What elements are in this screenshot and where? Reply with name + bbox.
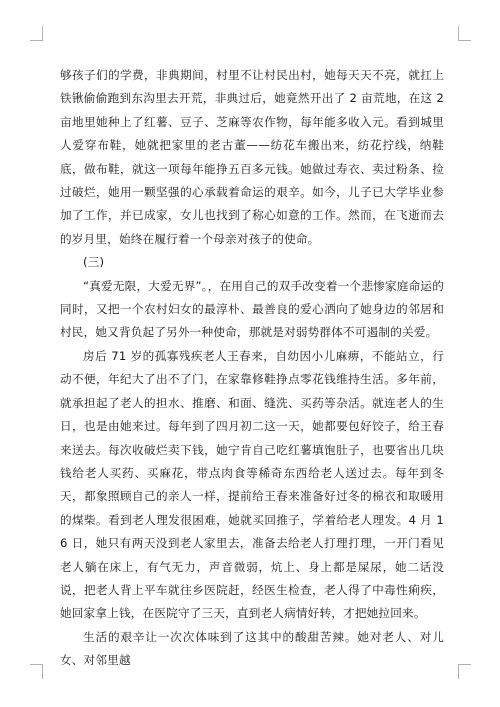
section-heading-three: (三) bbox=[83, 255, 105, 270]
paragraph-continued: 够孩子们的学费，非典期间，村里不让村民出村，她每天天不亮，就扛上铁锹偷偷跑到东沟里去开荒，非典过后，她竟然开出了 2 亩荒地，在这 2 亩地里她种上了红薯、豆子、芝麻等农作物，每年能多收入元。看到城里人爱穿布鞋，她就把家里的老古董——纺花车搬出来，纺花拧线，纳鞋底，做布鞋，就这一项每年能挣五百多元钱。她做过寿衣、卖过粉条、捡过破烂，她用一颗坚强的心承载着命运的艰辛。如今，儿子已大学毕业参加了工作，并已成家，女儿也找到了称心如意的工作。然而，在飞逝而去的岁月里，始终在履行着一个母亲对孩子的使命。 bbox=[60, 68, 444, 246]
document-body bbox=[60, 64, 444, 673]
crop-mark-bottom-right bbox=[458, 664, 471, 679]
paragraph-love-quote: “真爱无限，大爱无界”。，在用自己的双手改变着一个悲惨家庭命运的同时，又把一个农村妇女的最淳朴、最善良的爱心洒向了她身边的邻居和村民，她又背负起了另外一种使命，那就是对弱势群体不可遏制的关爱。 bbox=[60, 278, 444, 340]
crop-mark-top-right bbox=[458, 26, 471, 41]
paragraph-hardship: 生活的艰辛让一次次体味到了这其中的酸甜苦辣。她对老人、对儿女、对邻里越 bbox=[60, 629, 444, 668]
crop-mark-top-left bbox=[30, 26, 43, 41]
paragraph-elderly-care: 房后 71 岁的孤寡残疾老人王春来，自幼因小儿麻痹，不能站立，行动不便，年纪大了出不了门，在家靠修鞋挣点零花钱维持生活。多年前，就承担起了老人的担水、推磨、和面、缝洗、买药等杂活。就连老人的生日，也是由她来过。每年到了四月初二这一天，她都要包好饺子，给王春来送去。每次收破烂卖下钱，她宁肯自己吃红薯填饱肚子，也要省出几块钱给老人买药、买麻花，带点肉食等稀奇东西给老人送过去。每年到冬天，都象照顾自己的亲人一样，提前给王春来准备好过冬的棉衣和取暖用的煤柴。看到老人理发很困难，她就买回推子，学着给老人理发。4 月 16 日，她只有两天没到老人家里去，准备去给老人打理打理，一开门看见老人躺在床上，有气无力，声音微弱，炕上、身上都是屎尿，她二话没说，把老人背上平车就往乡医院赶，经医生检查，老人得了中毒性痢疾，她回家拿上钱，在医院守了三天，直到老人病情好转，才把她拉回来。 bbox=[60, 348, 444, 621]
crop-mark-bottom-left bbox=[30, 664, 43, 679]
